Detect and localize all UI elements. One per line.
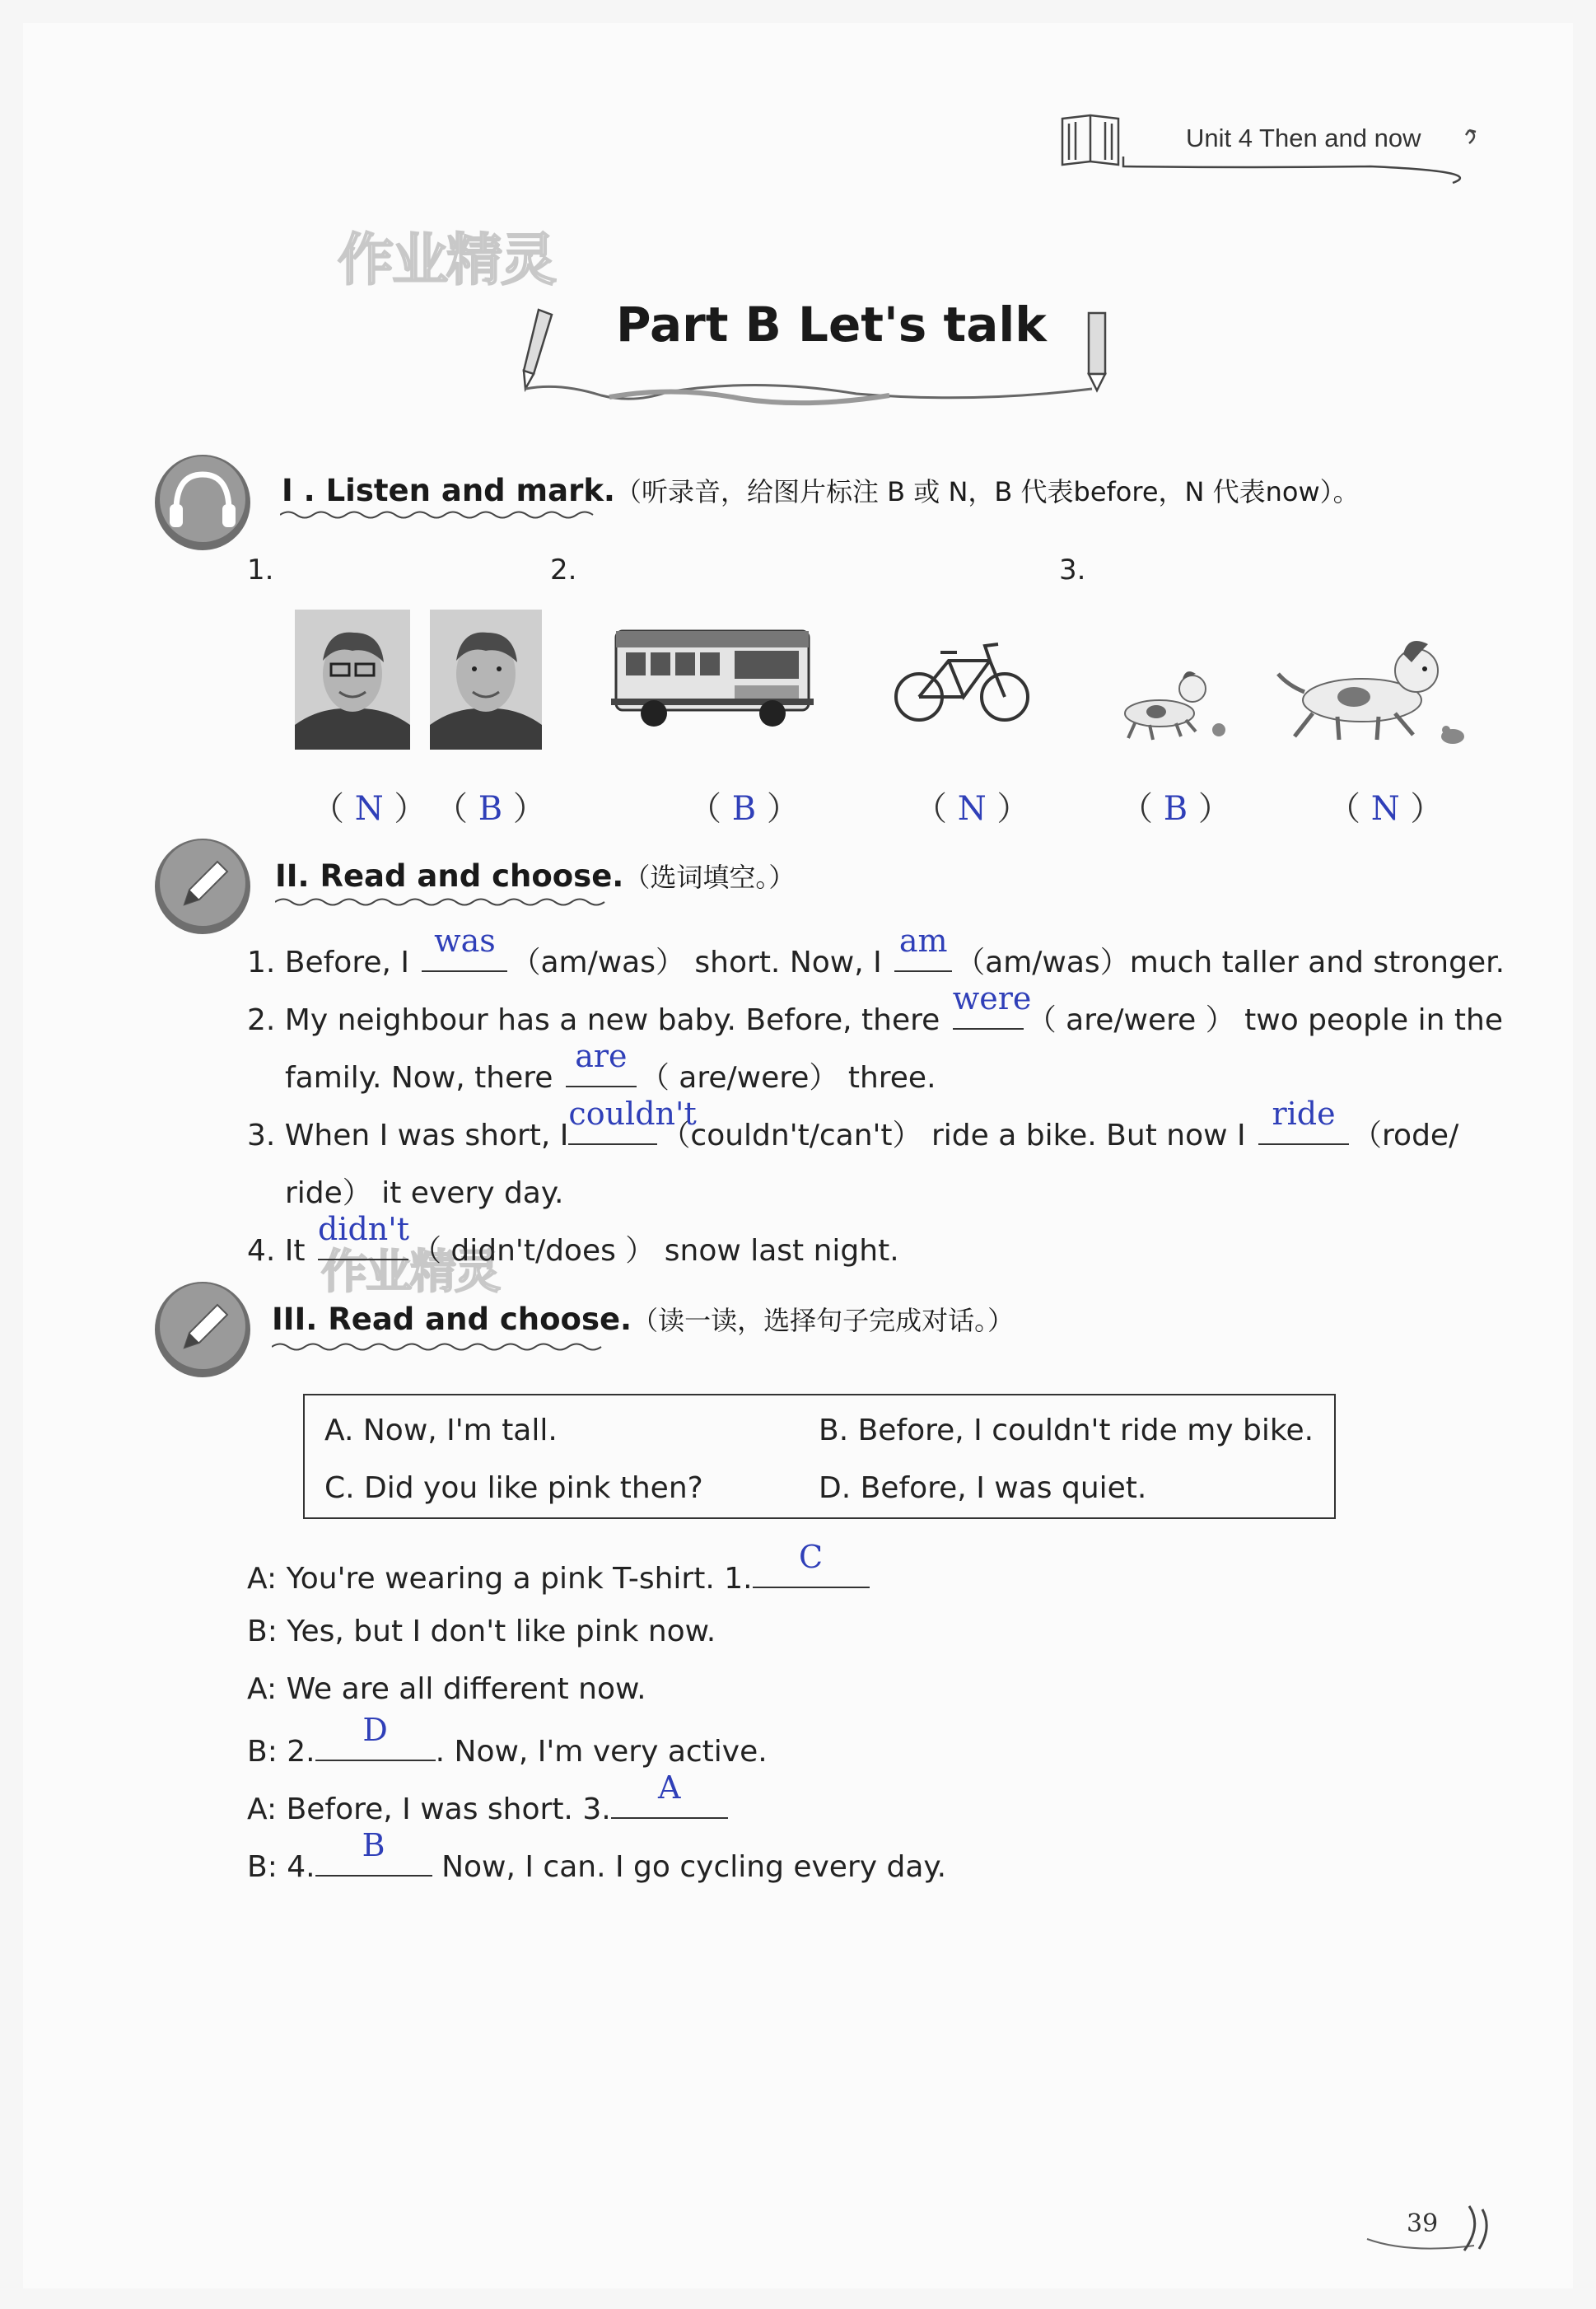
item-number: 1. [247,554,274,587]
headphones-icon [153,450,260,557]
section-1-title: I . Listen and mark.（听录音，给图片标注 B 或 N，B 代表before，N 代表now）。 [282,473,1360,508]
question-3: 3. When I was short, I couldn't （couldn't/can't） ride a bike. But now I ride （rode/ [247,1096,1459,1152]
dialogue-line: A: You're wearing a pink T-shirt. 1. C [247,1557,873,1596]
pencil-icon [152,832,259,939]
option-b: B. Before, I couldn't ride my bike. [819,1414,1314,1447]
bicycle-image [891,636,1033,728]
dog-image [1272,634,1472,750]
dialogue-line: B: 2. D . Now, I'm very active. [247,1712,768,1769]
question-2: 2. My neighbour has a new baby. Before, there were （ are/were ） two people in the [247,980,1503,1037]
dialogue-line: B: 4. B Now, I can. I go cycling every day. [247,1827,947,1884]
dialogue-line: B: Yes, but I don't like pink now. [247,1615,716,1648]
option-d: D. Before, I was quiet. [819,1471,1147,1505]
option-a: A. Now, I'm tall. [324,1414,558,1447]
watermark: 作业精灵 [338,228,556,293]
item-number: 3. [1059,554,1086,587]
option-c: C. Did you like pink then? [324,1471,703,1505]
question-2-cont: family. Now, there are （ are/were） three. [285,1038,936,1095]
question-4: 4. It didn't （ didn't/does ） snow last night. [247,1211,899,1268]
options-box [303,1394,1336,1519]
answer-paren: （ N ） [914,790,1030,828]
unit-title: Unit 4 Then and now [1186,124,1421,152]
boy-photo-before [430,610,542,750]
page-title: Part B Let's talk [616,297,1047,353]
section-3-title: III. Read and choose.（读一读，选择句子完成对话。） [272,1302,1015,1337]
dialogue-line: A: We are all different now. [247,1672,646,1706]
bus-image [611,619,819,735]
question-3-cont: ride） it every day. [285,1176,564,1210]
answer-paren: （ B ） [435,790,546,828]
boy-photo-now [295,610,410,750]
wavy-underline [272,1339,618,1354]
answer-paren: （ B ） [688,790,800,828]
page-number: 39 [1407,2209,1439,2238]
puppy-image [1110,666,1234,745]
answer-paren: （ N ） [1328,790,1444,828]
item-number: 2. [550,554,577,587]
answer-paren: （ N ） [311,790,427,828]
dialogue-line: A: Before, I was short. 3. A [247,1788,731,1826]
question-1: 1. Before, I was （am/was） short. Now, I am （am/was）much taller and stronger. [247,923,1505,979]
watermark: 作业精灵 [321,1246,499,1299]
wavy-underline [280,507,601,522]
section-2-title: II. Read and choose.（选词填空。） [275,858,796,894]
pencil-icon [152,1275,259,1382]
answer-paren: （ B ） [1120,790,1231,828]
wavy-underline [275,895,621,909]
